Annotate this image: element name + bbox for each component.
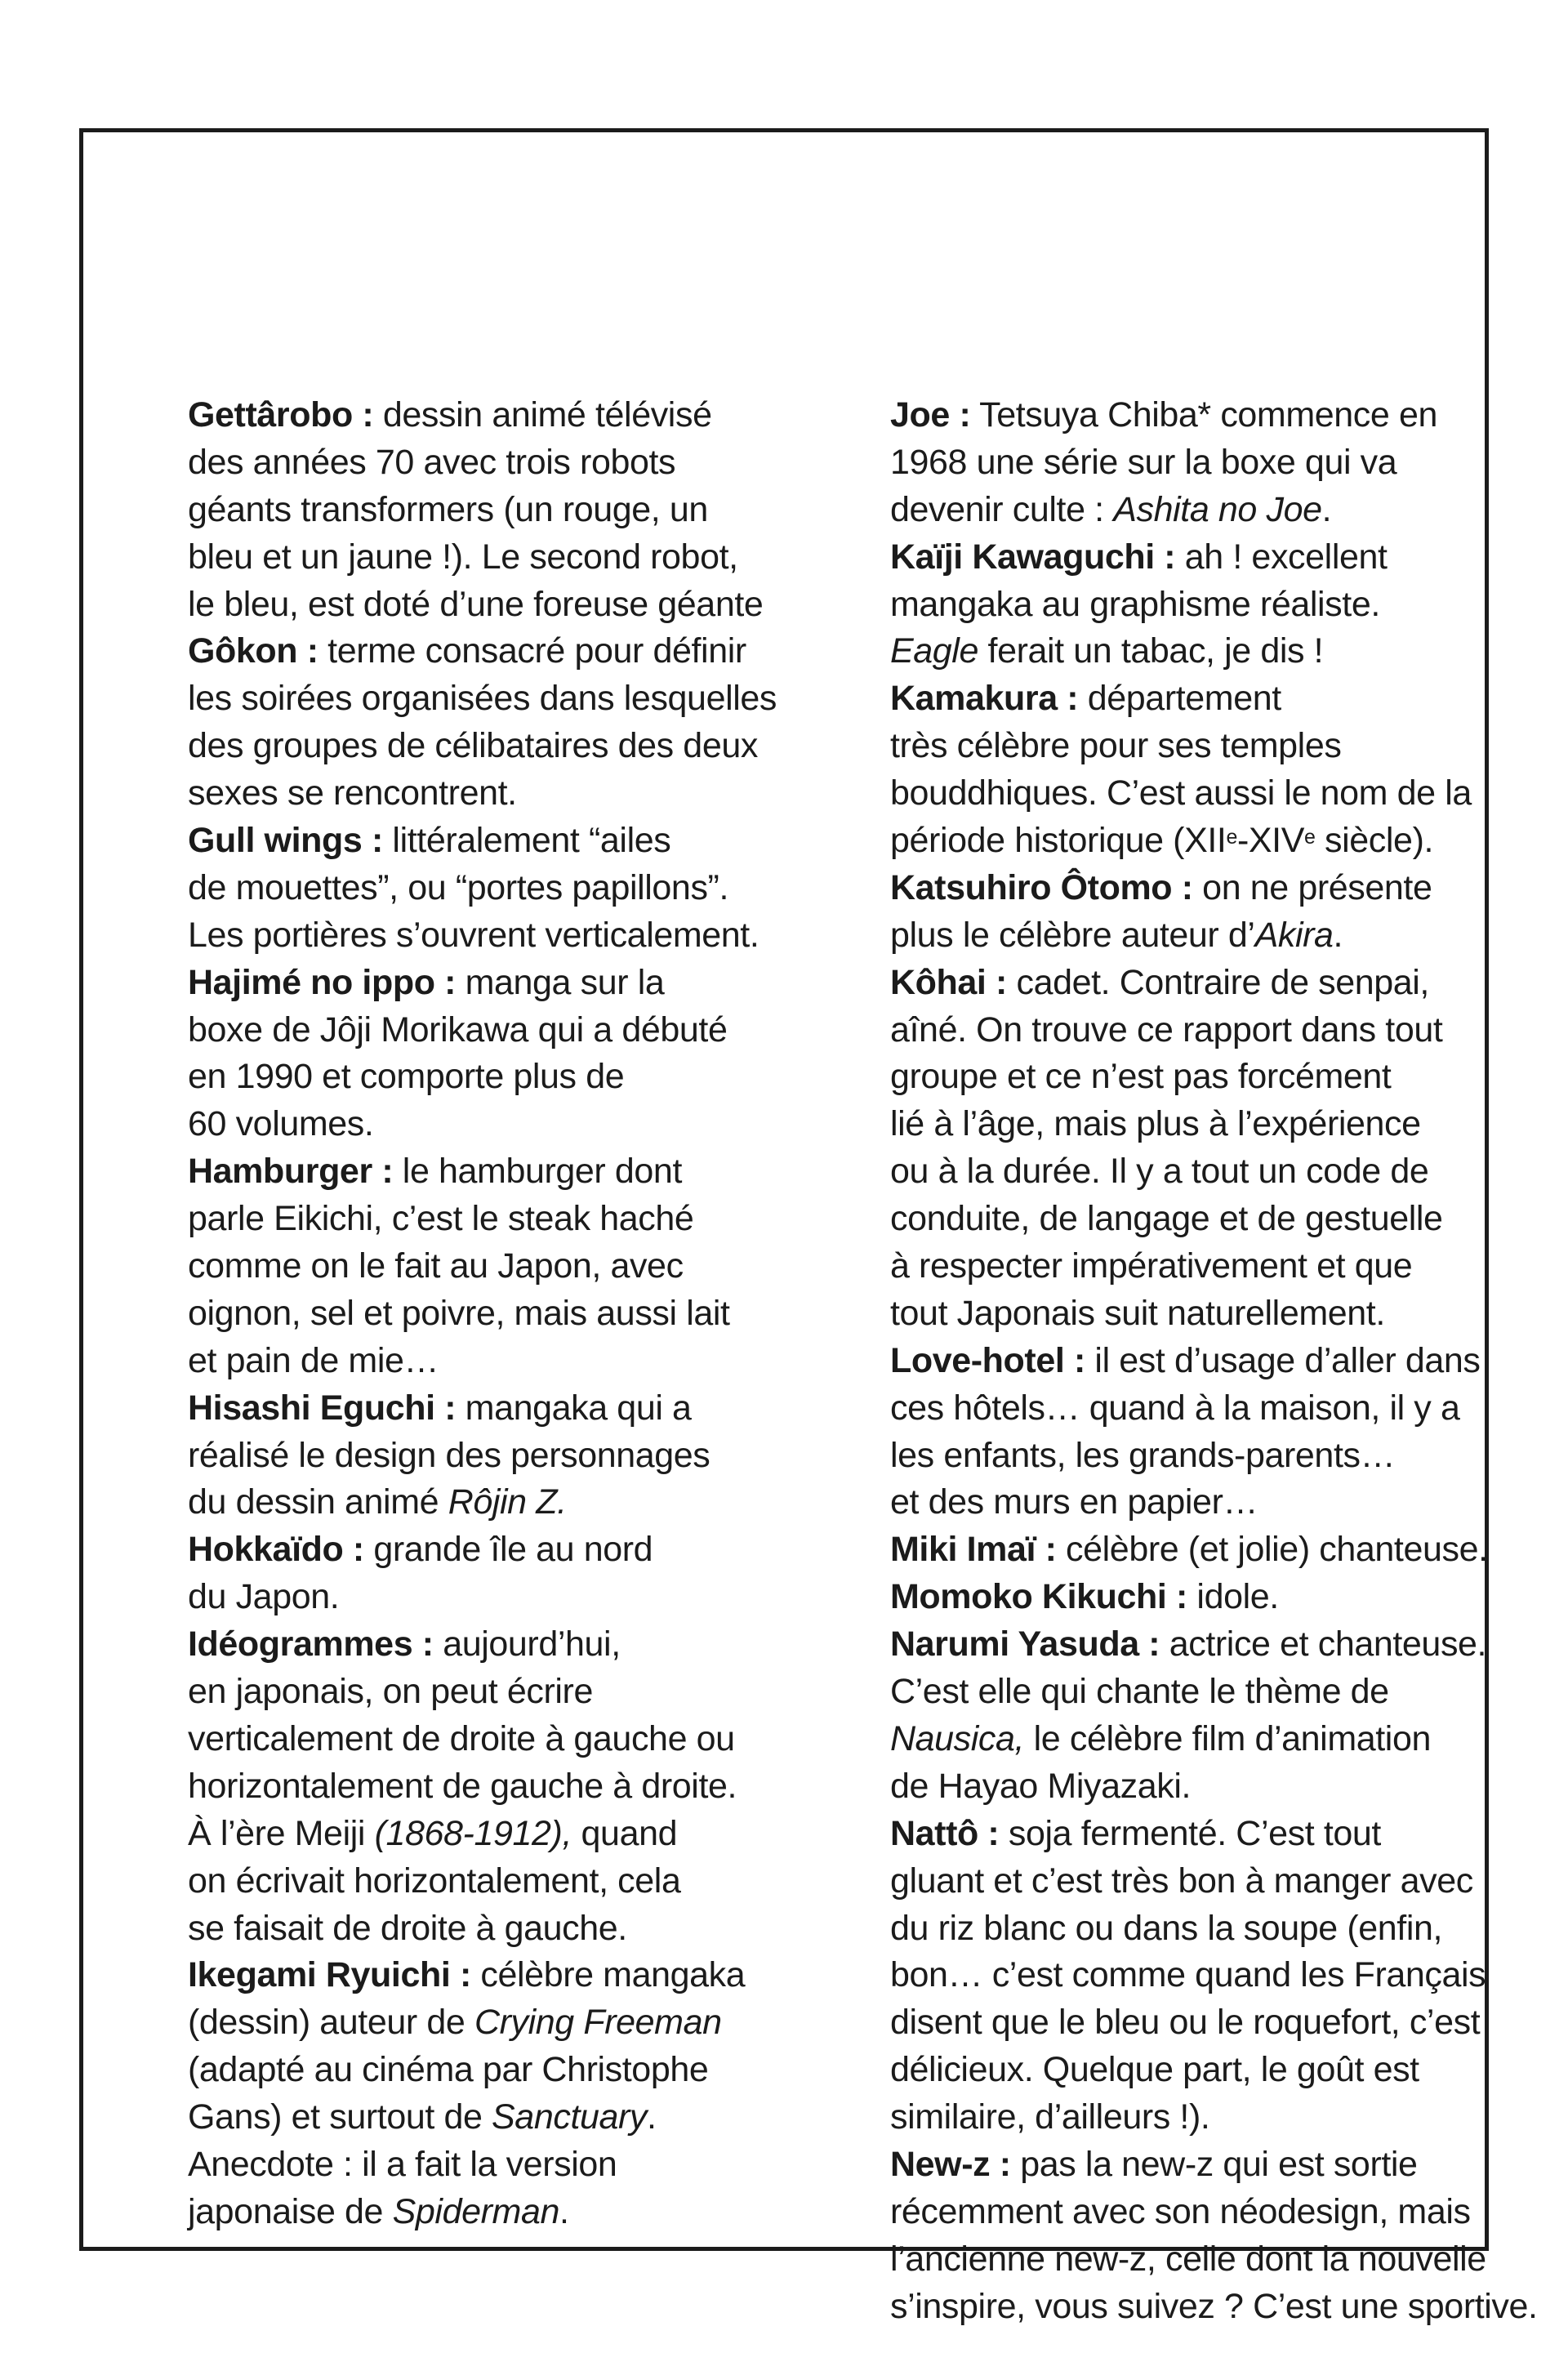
text-run: groupe et ce n’est pas forcément: [890, 1057, 1392, 1097]
text-run: plus le célèbre auteur d’: [890, 915, 1255, 955]
glossary-line: [188, 2094, 871, 2141]
glossary-line: [188, 723, 871, 770]
glossary-line: [188, 1433, 871, 1480]
glossary-line: [890, 770, 1568, 818]
text-run: le bleu, est doté d’une foreuse géante: [188, 584, 764, 624]
text-run: à respecter impérativement et que: [890, 1246, 1413, 1286]
glossary-line: [188, 439, 871, 487]
text-run: terme consacré pour définir: [318, 631, 746, 671]
text-run: de Hayao Miyazaki.: [890, 1766, 1192, 1806]
text-run: mangaka au graphisme réaliste.: [890, 584, 1380, 624]
glossary-line: [890, 2189, 1568, 2236]
text-run: aujourd’hui,: [433, 1624, 621, 1664]
text-run: devenir culte :: [890, 489, 1114, 529]
text-run: grande île au nord: [363, 1530, 653, 1570]
text-run: mangaka qui a: [456, 1388, 692, 1428]
glossary-term: Gettârobo :: [188, 395, 374, 435]
text-run: .: [559, 2191, 569, 2231]
glossary-line: [890, 487, 1568, 534]
text-run: bouddhiques. C’est aussi le nom de la: [890, 773, 1472, 813]
text-run: l’ancienne new-z, celle dont la nouvelle: [890, 2239, 1486, 2279]
text-run: lié à l’âge, mais plus à l’expérience: [890, 1104, 1421, 1144]
text-run: (1868-1912),: [374, 1813, 572, 1853]
glossary-line: [188, 1999, 871, 2047]
text-run: en 1990 et comporte plus de: [188, 1057, 625, 1097]
text-run: japonaise de: [188, 2191, 393, 2231]
text-run: .: [647, 2097, 657, 2137]
glossary-term: Gôkon :: [188, 631, 318, 671]
text-run: À l’ère Meiji: [188, 1813, 375, 1853]
text-run: .: [1321, 489, 1332, 529]
glossary-line: [890, 2236, 1568, 2284]
glossary-line: [890, 818, 1568, 865]
glossary-line: [890, 1338, 1568, 1385]
text-run: du dessin animé: [188, 1482, 448, 1522]
glossary-line: [890, 2094, 1568, 2141]
text-run: 60 volumes.: [188, 1104, 374, 1144]
glossary-line: [188, 1763, 871, 1811]
glossary-line: [890, 1433, 1568, 1480]
text-run: (adapté au cinéma par Christophe: [188, 2050, 709, 2090]
text-run: du Japon.: [188, 1577, 340, 1617]
glossary-line: [890, 1763, 1568, 1811]
text-run: des années 70 avec trois robots: [188, 442, 676, 482]
glossary-line: [188, 2047, 871, 2094]
text-run: oignon, sel et poivre, mais aussi lait: [188, 1293, 730, 1333]
text-run: sexes se rencontrent.: [188, 773, 517, 813]
text-run: les soirées organisées dans lesquelles: [188, 679, 777, 719]
text-run: Gans) et surtout de: [188, 2097, 492, 2137]
glossary-line: [890, 1574, 1568, 1621]
text-run: e: [1304, 825, 1316, 849]
glossary-line: [188, 1479, 871, 1526]
glossary-term: Ikegami Ryuichi :: [188, 1955, 471, 1995]
text-run: célèbre mangaka: [470, 1955, 746, 1995]
glossary-line: [188, 818, 871, 865]
text-run: siècle).: [1315, 821, 1434, 861]
glossary-term: Hajimé no ippo :: [188, 962, 457, 1002]
glossary-line: [188, 675, 871, 723]
text-run: Tetsuya Chiba* commence en: [970, 395, 1437, 435]
glossary-line: [188, 534, 871, 582]
text-run: .: [1333, 915, 1343, 955]
glossary-line: [890, 1952, 1568, 1999]
text-run: de mouettes”, ou “portes papillons”.: [188, 867, 729, 907]
text-run: célèbre (et jolie) chanteuse.: [1056, 1530, 1488, 1570]
text-run: Spiderman: [392, 2191, 559, 2231]
glossary-line: [890, 1243, 1568, 1290]
glossary-term: Kaïji Kawaguchi :: [890, 537, 1176, 577]
text-run: on ne présente: [1192, 867, 1432, 907]
glossary-line: [890, 1999, 1568, 2047]
text-run: ah ! excellent: [1175, 537, 1388, 577]
glossary-line: [890, 1669, 1568, 1716]
text-run: cadet. Contraire de senpai,: [1006, 962, 1429, 1002]
glossary-line: [188, 2141, 871, 2189]
text-run: en japonais, on peut écrire: [188, 1672, 593, 1712]
text-run: récemment avec son néodesign, mais: [890, 2191, 1471, 2231]
glossary-line: [890, 2047, 1568, 2094]
glossary-line: [188, 1574, 871, 1621]
text-run: actrice et chanteuse.: [1160, 1624, 1487, 1664]
glossary-line: [890, 582, 1568, 629]
text-run: délicieux. Quelque part, le goût est: [890, 2050, 1419, 2090]
glossary-term: Gull wings :: [188, 821, 383, 861]
glossary-column-left: [188, 392, 871, 2236]
glossary-term: Momoko Kikuchi :: [890, 1577, 1187, 1617]
page-frame: [79, 128, 1538, 2326]
glossary-term: Hisashi Eguchi :: [188, 1388, 457, 1428]
glossary-line: [890, 1526, 1568, 1574]
glossary-line: [890, 1811, 1568, 1858]
glossary-line: [188, 1385, 871, 1433]
glossary-line: [188, 1811, 871, 1858]
glossary-line: [188, 1338, 871, 1385]
text-run: le hamburger dont: [393, 1152, 682, 1192]
glossary-line: [188, 1621, 871, 1669]
text-run: il est d’usage d’aller dans: [1085, 1340, 1481, 1380]
glossary-line: [890, 960, 1568, 1007]
text-run: aîné. On trouve ce rapport dans tout: [890, 1009, 1443, 1049]
glossary-line: [188, 960, 871, 1007]
text-run: et des murs en papier…: [890, 1482, 1258, 1522]
glossary-line: [188, 1716, 871, 1763]
text-run: (dessin) auteur de: [188, 2003, 474, 2043]
glossary-line: [890, 1385, 1568, 1433]
text-run: disent que le bleu ou le roquefort, c’est: [890, 2003, 1481, 2043]
glossary-line: [890, 2141, 1568, 2189]
glossary-line: [890, 1716, 1568, 1763]
text-run: période historique (XII: [890, 821, 1227, 861]
glossary-line: [188, 1905, 871, 1953]
glossary-line: [890, 439, 1568, 487]
text-run: le célèbre film d’animation: [1024, 1718, 1431, 1758]
glossary-line: [188, 628, 871, 675]
text-run: manga sur la: [456, 962, 665, 1002]
glossary-term: Idéogrammes :: [188, 1624, 434, 1664]
text-run: Eagle: [890, 631, 978, 671]
text-run: Akira: [1254, 915, 1334, 955]
text-run: conduite, de langage et de gestuelle: [890, 1199, 1443, 1239]
text-run: gluant et c’est très bon à manger avec: [890, 1861, 1473, 1901]
text-run: comme on le fait au Japon, avec: [188, 1246, 684, 1286]
glossary-line: [890, 912, 1568, 960]
text-run: dessin animé télévisé: [373, 395, 712, 435]
text-run: littéralement “ailes: [382, 821, 671, 861]
glossary-term: Kamakura :: [890, 679, 1079, 719]
text-run: quand: [572, 1813, 678, 1853]
glossary-line: [890, 534, 1568, 582]
glossary-line: [188, 1101, 871, 1148]
glossary-line: [890, 675, 1568, 723]
glossary-line: [188, 1054, 871, 1101]
glossary-line: [188, 1858, 871, 1905]
glossary-line: [188, 912, 871, 960]
glossary-term: Kôhai :: [890, 962, 1007, 1002]
glossary-term: Love-hotel :: [890, 1340, 1085, 1380]
glossary-line: [188, 1952, 871, 1999]
text-run: Rôjin Z.: [448, 1482, 567, 1522]
text-run: parle Eikichi, c’est le steak haché: [188, 1199, 694, 1239]
text-run: Ashita no Joe: [1113, 489, 1322, 529]
glossary-line: [890, 628, 1568, 675]
text-run: ferait un tabac, je dis !: [978, 631, 1324, 671]
text-run: se faisait de droite à gauche.: [188, 1908, 627, 1948]
glossary-line: [890, 1858, 1568, 1905]
glossary-line: [188, 1669, 871, 1716]
glossary-term: Joe :: [890, 395, 971, 435]
text-run: bleu et un jaune !). Le second robot,: [188, 537, 738, 577]
text-run: réalisé le design des personnages: [188, 1435, 710, 1475]
text-run: tout Japonais suit naturellement.: [890, 1293, 1385, 1333]
text-run: pas la new-z qui est sortie: [1010, 2144, 1418, 2184]
glossary-term: New-z :: [890, 2144, 1011, 2184]
text-run: ces hôtels… quand à la maison, il y a: [890, 1388, 1460, 1428]
glossary-line: [890, 2284, 1568, 2331]
glossary-line: [890, 1101, 1568, 1148]
glossary-term: Narumi Yasuda :: [890, 1624, 1160, 1664]
text-run: Anecdote : il a fait la version: [188, 2144, 617, 2184]
glossary-term: Miki Imaï :: [890, 1530, 1057, 1570]
glossary-column-right: [890, 392, 1568, 2331]
glossary-line: [890, 1054, 1568, 1101]
text-run: et pain de mie…: [188, 1340, 439, 1380]
text-run: Sanctuary: [492, 2097, 648, 2137]
text-run: Crying Freeman: [474, 2003, 722, 2043]
glossary-line: [188, 582, 871, 629]
text-run: bon… c’est comme quand les Français: [890, 1955, 1486, 1995]
glossary-term: Hamburger :: [188, 1152, 394, 1192]
glossary-line: [890, 723, 1568, 770]
text-run: Nausica,: [890, 1718, 1025, 1758]
glossary-line: [188, 1007, 871, 1054]
glossary-line: [188, 1196, 871, 1243]
glossary-line: [188, 1243, 871, 1290]
text-run: très célèbre pour ses temples: [890, 726, 1342, 766]
glossary-line: [890, 1148, 1568, 1196]
text-run: Les portières s’ouvrent verticalement.: [188, 915, 760, 955]
glossary-line: [890, 1479, 1568, 1526]
glossary-line: [890, 1621, 1568, 1669]
text-run: e: [1226, 825, 1237, 849]
text-run: C’est elle qui chante le thème de: [890, 1672, 1389, 1712]
text-run: des groupes de célibataires des deux: [188, 726, 758, 766]
glossary-line: [890, 865, 1568, 912]
glossary-line: [188, 2189, 871, 2236]
text-run: les enfants, les grands-parents…: [890, 1435, 1396, 1475]
glossary-term: Hokkaïdo :: [188, 1530, 364, 1570]
glossary-line: [890, 392, 1568, 439]
glossary-line: [890, 1905, 1568, 1953]
text-run: du riz blanc ou dans la soupe (enfin,: [890, 1908, 1443, 1948]
text-run: horizontalement de gauche à droite.: [188, 1766, 737, 1806]
glossary-line: [890, 1290, 1568, 1338]
glossary-line: [188, 770, 871, 818]
text-run: géants transformers (un rouge, un: [188, 489, 708, 529]
glossary-term: Katsuhiro Ôtomo :: [890, 867, 1193, 907]
glossary-line: [890, 1007, 1568, 1054]
text-run: -XIV: [1236, 821, 1304, 861]
glossary-line: [188, 1526, 871, 1574]
glossary-term: Nattô :: [890, 1813, 1000, 1853]
text-run: verticalement de droite à gauche ou: [188, 1718, 735, 1758]
text-run: soja fermenté. C’est tout: [999, 1813, 1381, 1853]
glossary-line: [188, 1290, 871, 1338]
text-run: s’inspire, vous suivez ? C’est une sportive.: [890, 2286, 1538, 2326]
text-run: département: [1078, 679, 1281, 719]
glossary-line: [188, 1148, 871, 1196]
glossary-line: [188, 865, 871, 912]
text-run: similaire, d’ailleurs !).: [890, 2097, 1210, 2137]
text-run: on écrivait horizontalement, cela: [188, 1861, 681, 1901]
text-run: 1968 une série sur la boxe qui va: [890, 442, 1397, 482]
text-run: boxe de Jôji Morikawa qui a débuté: [188, 1009, 728, 1049]
text-run: idole.: [1187, 1577, 1279, 1617]
text-run: ou à la durée. Il y a tout un code de: [890, 1152, 1429, 1192]
glossary-line: [890, 1196, 1568, 1243]
glossary-line: [188, 392, 871, 439]
glossary-line: [188, 487, 871, 534]
